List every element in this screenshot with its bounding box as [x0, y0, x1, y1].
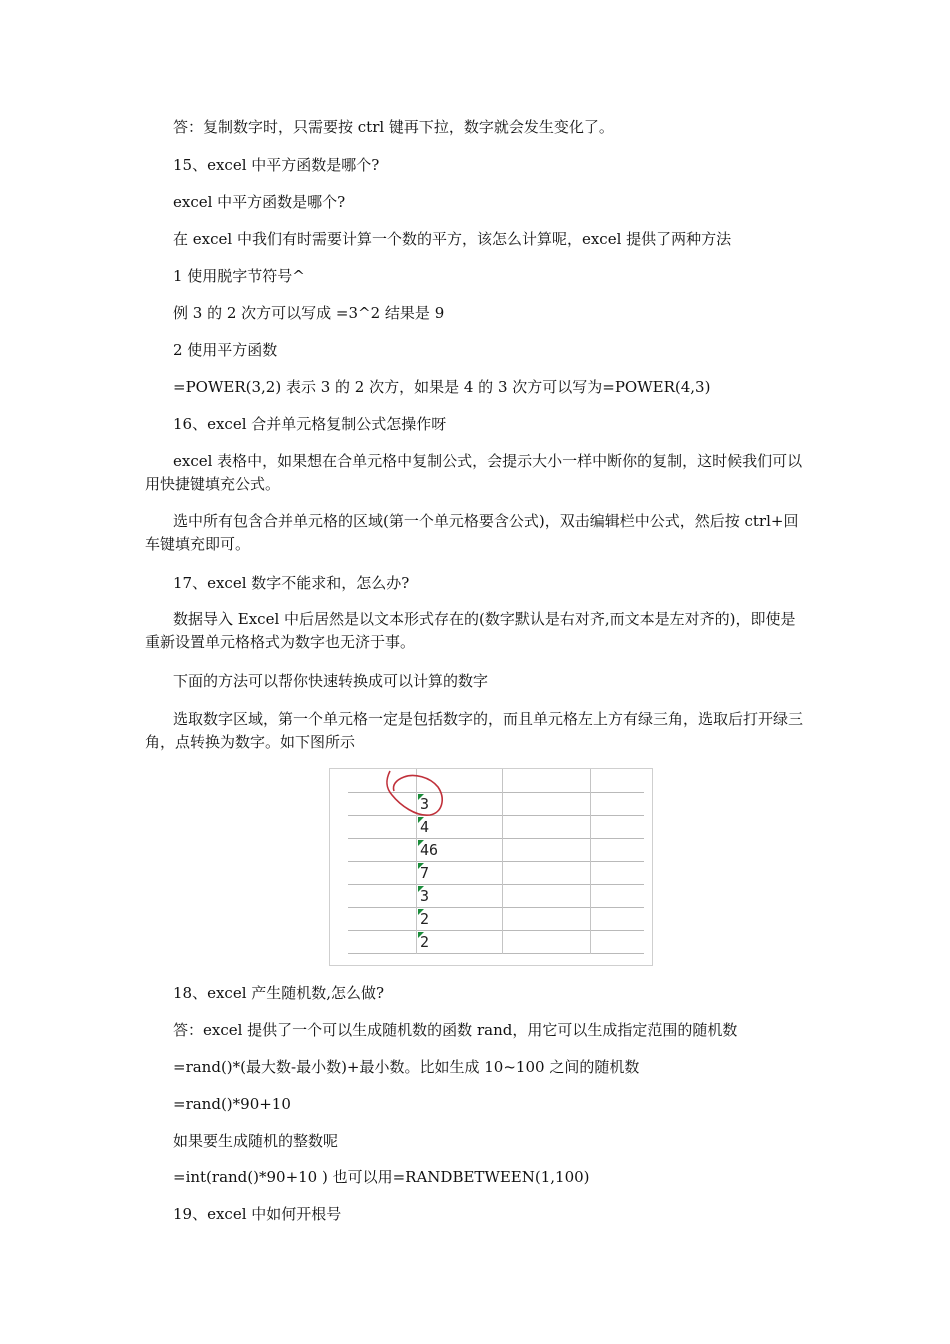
- paragraph-rand-example: =rand()*90+10: [173, 1095, 291, 1113]
- cell-text: 3: [420, 795, 430, 813]
- paragraph-text-numbers: 数据导入 Excel 中后居然是以文本形式存在的(数字默认是右对齐,而文本是左对齐的)，即使是重新设置单元格格式为数字也无济于事。: [145, 610, 796, 651]
- cell-text: 46: [420, 841, 439, 859]
- circle-stroke: [387, 771, 442, 815]
- paragraph-method2: 2 使用平方函数: [173, 341, 278, 359]
- paragraph-convert-steps: 选取数字区域，第一个单元格一定是包括数字的，而且单元格左上方有绿三角，选取后打开绿三角，点转换为数字。如下图所示: [145, 710, 804, 751]
- spreadsheet-figure: [329, 768, 653, 966]
- paragraph-method1: 1 使用脱字节符号^: [173, 267, 305, 285]
- paragraph-answer-copy: 答：复制数字时，只需要按 ctrl 键再下拉，数字就会发生变化了。: [173, 118, 614, 136]
- cell-text: 3: [420, 887, 430, 905]
- paragraph-example1: 例 3 的 2 次方可以写成 =3^2 结果是 9: [173, 304, 445, 322]
- paragraph-rand-intro: 答：excel 提供了一个可以生成随机数的函数 rand，用它可以生成指定范围的随机数: [173, 1021, 738, 1039]
- paragraph-q15-restate: excel 中平方函数是哪个?: [173, 193, 346, 211]
- cell-text: 2: [420, 910, 430, 928]
- heading-q18: 18、excel 产生随机数,怎么做?: [173, 984, 385, 1002]
- cell-text: 2: [420, 933, 430, 951]
- cell-text: 4: [420, 818, 430, 836]
- paragraph-merge-copy: excel 表格中，如果想在合单元格中复制公式，会提示大小一样中断你的复制，这时候我们可以用快捷键填充公式。: [145, 452, 803, 493]
- paragraph-int-formula: =int(rand()*90+10 ) 也可以用=RANDBETWEEN(1,100): [173, 1168, 590, 1186]
- paragraph-square-intro: 在 excel 中我们有时需要计算一个数的平方，该怎么计算呢，excel 提供了两种方法: [173, 230, 732, 248]
- heading-q15: 15、excel 中平方函数是哪个?: [173, 156, 380, 174]
- paragraph-power-example: =POWER(3,2) 表示 3 的 2 次方，如果是 4 的 3 次方可以写为=POWER(4,3): [173, 378, 711, 396]
- cell-text: 7: [420, 864, 430, 882]
- heading-q16: 16、excel 合并单元格复制公式怎操作呀: [173, 415, 447, 433]
- red-circle-annotation-icon: [330, 769, 652, 965]
- paragraph-integer-question: 如果要生成随机的整数呢: [173, 1132, 339, 1150]
- paragraph-convert-intro: 下面的方法可以帮你快速转换成可以计算的数字: [173, 672, 489, 690]
- heading-q19: 19、excel 中如何开根号: [173, 1205, 342, 1223]
- paragraph-rand-formula: =rand()*(最大数-最小数)+最小数。比如生成 10~100 之间的随机数: [173, 1058, 640, 1076]
- heading-q17: 17、excel 数字不能求和，怎么办?: [173, 574, 410, 592]
- paragraph-merge-fill: 选中所有包含合并单元格的区域(第一个单元格要含公式)，双击编辑栏中公式，然后按 ctrl+回车键填充即可。: [145, 512, 799, 553]
